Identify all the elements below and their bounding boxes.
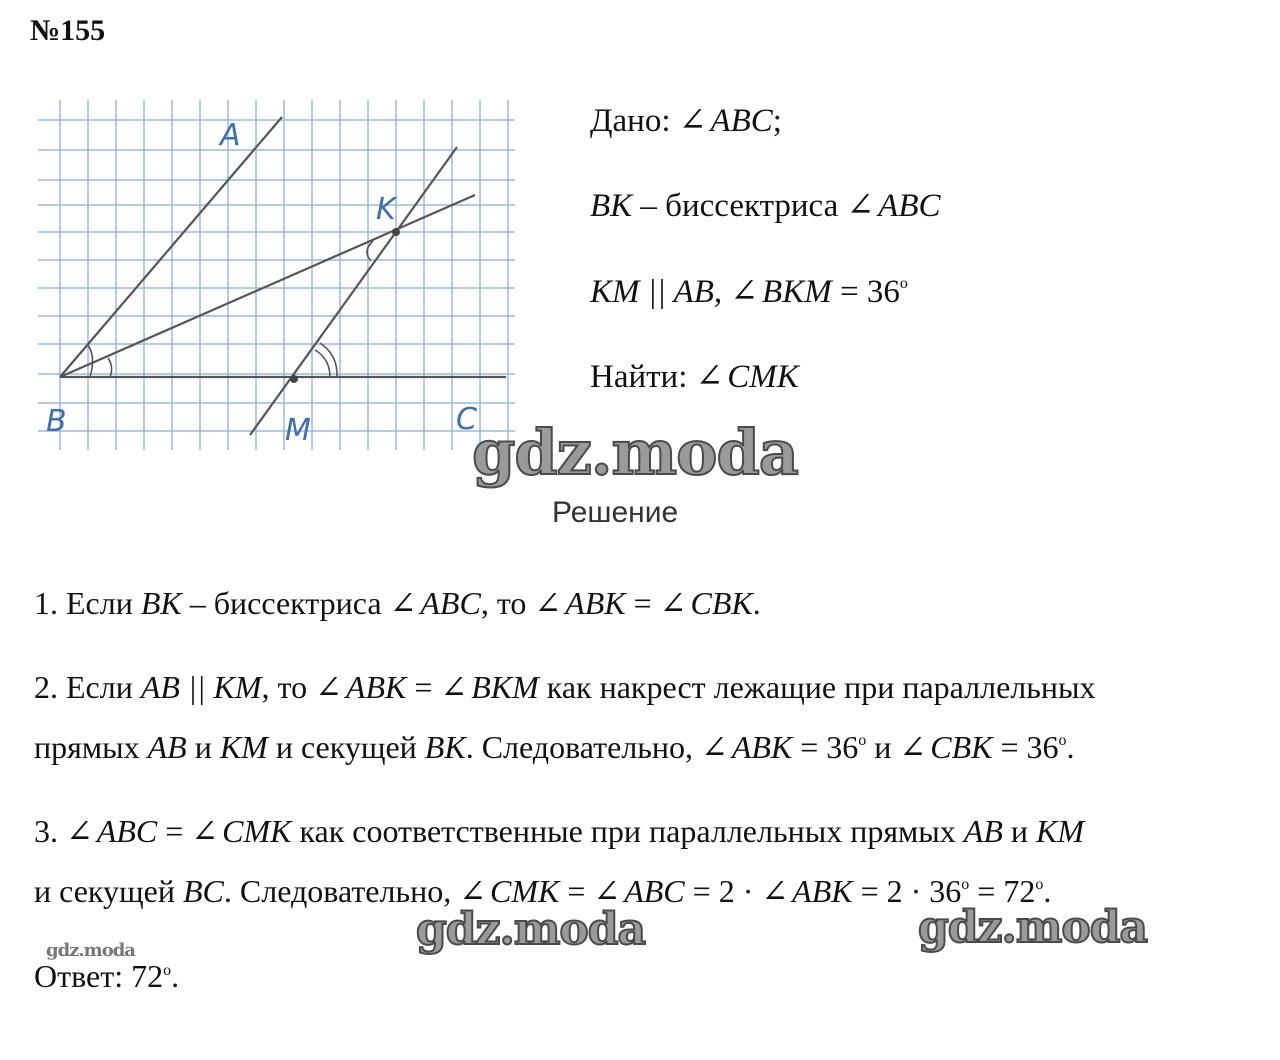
angle-icon: ∠ — [846, 188, 875, 224]
watermark-bottom-right: gdz.moda — [918, 902, 1148, 953]
find-line: Найти: ∠ CMK — [590, 359, 799, 395]
step-1: 1. Если BK – биссектриса ∠ ABC, то ∠ ABK = ∠ CBK. — [34, 585, 761, 621]
given-label: Дано: — [590, 103, 671, 139]
watermark-bottom-left: gdz.moda — [416, 904, 646, 955]
angle-icon: ∠ — [695, 359, 724, 395]
angle-icon: ∠ — [701, 729, 728, 765]
ray-ba — [60, 117, 282, 377]
angle-icon: ∠ — [730, 274, 759, 310]
watermark-main: gdz.moda — [472, 416, 798, 489]
label-b: B — [46, 404, 67, 439]
watermark-small: gdz.moda — [46, 940, 135, 961]
label-a: A — [220, 118, 241, 153]
geometry-diagram — [30, 95, 520, 455]
angle-arc-m1 — [315, 350, 330, 377]
solution-heading: Решение — [552, 496, 679, 529]
angle-arc-m2 — [320, 343, 337, 377]
label-m: M — [285, 413, 311, 448]
given-line-1: Дано: ∠ ABC; — [590, 103, 782, 139]
ray-bk — [60, 195, 475, 377]
angle-icon: ∠ — [659, 585, 687, 621]
angle-icon: ∠ — [678, 103, 707, 139]
angle-icon: ∠ — [66, 813, 93, 849]
problem-number: №155 — [30, 14, 106, 47]
given-angle-abc: ABC — [710, 103, 773, 139]
step-3-line-2: и секущей BC. Следовательно, ∠ CMK = ∠ ABC = 2 · ∠ ABK = $2 \cdot 36^o = 72^o$. — [34, 873, 1052, 909]
angle-icon: ∠ — [389, 585, 417, 621]
label-k: K — [376, 192, 396, 227]
angle-icon: ∠ — [534, 585, 562, 621]
given-line-2: BK – биссектриса ∠ ABC — [590, 188, 941, 224]
angle-icon: ∠ — [459, 873, 486, 909]
angle-icon: ∠ — [315, 669, 342, 705]
point-k — [392, 228, 400, 236]
angle-icon: ∠ — [761, 873, 789, 909]
label-c: C — [456, 402, 477, 437]
given-line-3: KM || AB, ∠ BKM = $36^o$ — [590, 274, 908, 310]
angle-icon: ∠ — [593, 873, 621, 909]
angle-icon: ∠ — [899, 729, 927, 765]
answer-line: Ответ: 72$^o$. — [34, 958, 180, 994]
point-m — [290, 375, 298, 383]
step-2-line-1: 2. Если AB || KM, то ∠ ABK = ∠ BKM как накрест лежащие при параллельных — [34, 669, 1096, 705]
step-3-line-1: 3. ∠ ABC = ∠ CMK как соответственные при параллельных прямых AB и KM — [34, 813, 1084, 849]
angle-icon: ∠ — [440, 669, 468, 705]
angle-icon: ∠ — [191, 813, 219, 849]
line-km — [250, 147, 457, 435]
step-2-line-2: прямых AB и KM и секущей BK. Следовательно, ∠ ABK = $36^o$ и ∠ CBK = $36^o$. — [34, 729, 1075, 765]
